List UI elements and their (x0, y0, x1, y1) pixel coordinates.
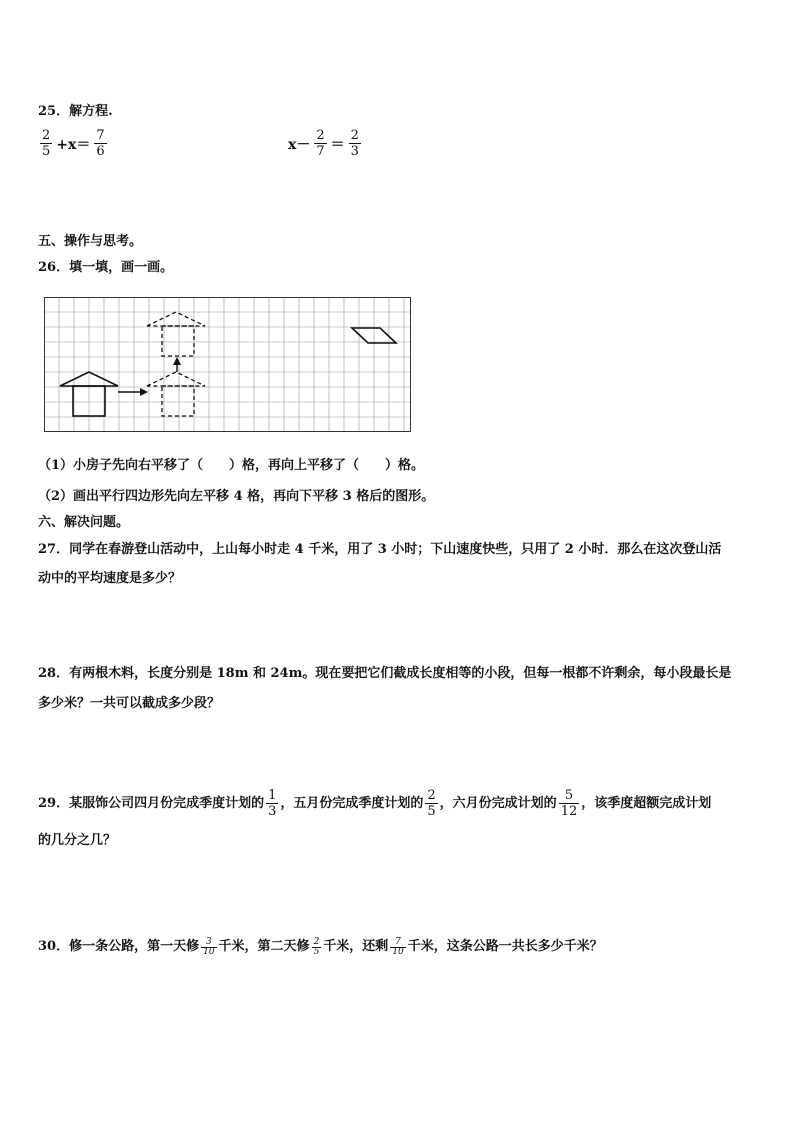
numerator: 2 (42, 128, 51, 143)
q30-text: 千米，第二天修 (218, 939, 310, 954)
numerator: 2 (313, 936, 320, 947)
fraction (40, 128, 52, 159)
numerator: 2 (350, 128, 359, 143)
q30-text: 千米，还剩 (323, 939, 389, 954)
numerator: 3 (205, 936, 212, 947)
arrow-up (173, 357, 181, 372)
grid-lines (44, 297, 411, 432)
fraction (312, 938, 322, 957)
fraction (425, 788, 437, 819)
grid-border (45, 298, 411, 432)
denominator: 7 (316, 144, 325, 159)
fraction (266, 788, 278, 819)
equation-variable: x－ (288, 136, 311, 153)
numerator: 7 (395, 936, 401, 947)
denominator: 5 (427, 804, 436, 819)
denominator: 12 (560, 804, 578, 819)
denominator: 6 (96, 144, 105, 159)
q28-line-1: 28．有两根木料，长度分别是 18m 和 24m。现在要把它们截成长度相等的小段，但每一根都不许剩余，每小段最长是 (38, 666, 732, 681)
q29-line-1 (38, 788, 711, 819)
fraction (94, 128, 106, 159)
numerator: 2 (427, 788, 436, 803)
q25-equation-2 (286, 128, 363, 159)
arrow-right (118, 388, 148, 396)
q27-line-1: 27．同学在春游登山活动中，上山每小时走 4 千米，用了 3 小时；下山速度快些，只用了 2 小时．那么在这次登山活 (38, 542, 722, 557)
denominator: 5 (313, 946, 320, 957)
dashed-house-up (147, 312, 205, 356)
fraction (314, 128, 326, 159)
numerator: 7 (96, 128, 105, 143)
q26-sub-1: （1）小房子先向右平移了（ ）格，再向上平移了（ ）格。 (38, 458, 425, 473)
q30-text: 30．修一条公路，第一天修 (38, 939, 200, 954)
equation-operator: ＝ (330, 136, 345, 153)
q29-text: ，六月份完成计划的 (439, 795, 557, 811)
q25-equation-1 (38, 128, 109, 159)
denominator: 10 (203, 946, 215, 957)
denominator: 3 (350, 144, 359, 159)
q28-line-2: 多少米？一共可以截成多少段？ (38, 696, 221, 711)
numerator: 2 (316, 128, 325, 143)
fraction (201, 938, 216, 957)
denominator: 10 (392, 946, 404, 957)
numerator: 5 (564, 788, 574, 803)
numerator: 1 (268, 788, 277, 803)
q26-title: 26．填一填，画一画。 (38, 260, 174, 275)
q25-title: 25．解方程. (38, 104, 113, 119)
equation-operator: +x＝ (56, 136, 91, 153)
denominator: 3 (268, 804, 277, 819)
grid-figure (44, 297, 412, 433)
q30-text: 千米，这条公路一共长多少千米？ (407, 939, 603, 954)
q26-sub-2: （2）画出平行四边形先向左平移 4 格，再向下平移 3 格后的图形。 (38, 489, 435, 504)
dashed-house-right (147, 372, 205, 416)
q30-line-1 (38, 937, 603, 957)
denominator: 5 (42, 144, 51, 159)
fraction (349, 128, 361, 159)
q29-text: ，五月份完成季度计划的 (280, 795, 424, 811)
section-6-heading: 六、解决问题。 (38, 515, 130, 530)
section-5-heading: 五、操作与思考。 (38, 234, 143, 249)
q29-text: ，该季度超额完成计划 (581, 795, 712, 811)
q29-line-2: 的几分之几？ (38, 833, 117, 848)
q27-line-2: 动中的平均速度是多少？ (38, 571, 182, 586)
fraction (390, 938, 405, 957)
fraction (559, 788, 580, 819)
q29-text: 29．某服饰公司四月份完成季度计划的 (38, 795, 265, 811)
